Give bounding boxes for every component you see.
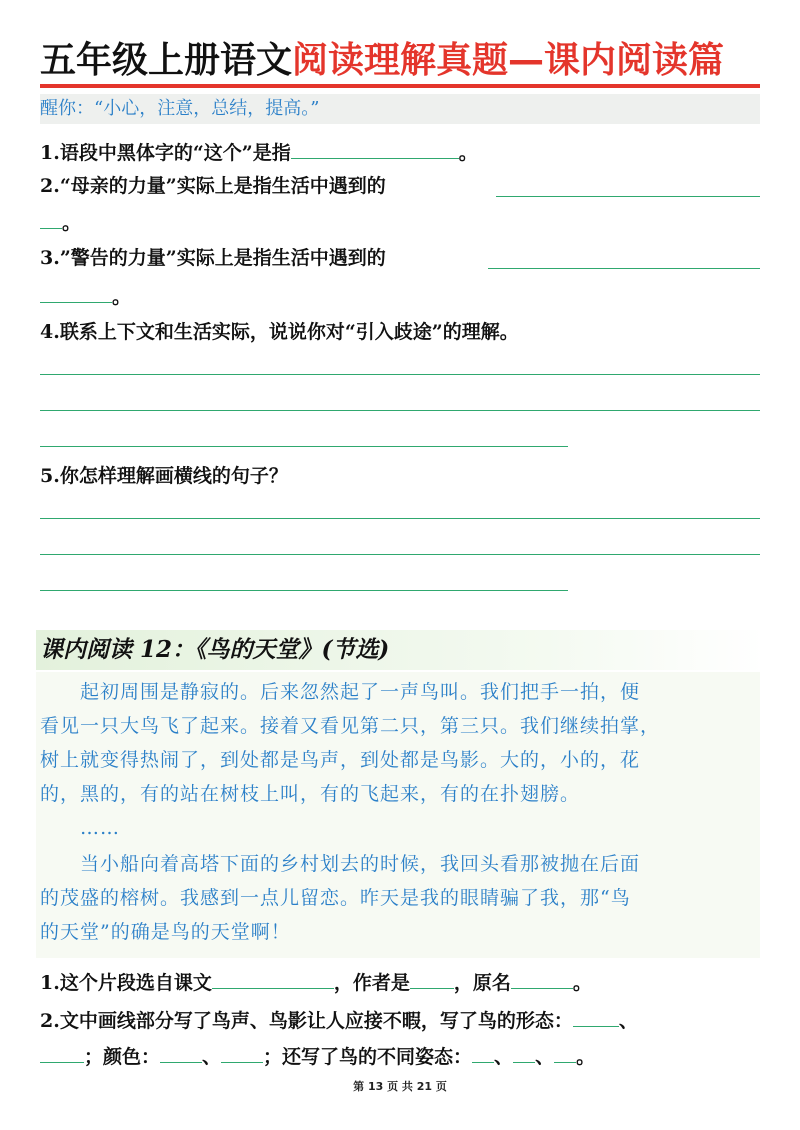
answer-blank[interactable]	[554, 1040, 576, 1063]
answer-blank[interactable]	[513, 1040, 535, 1063]
question-b1	[40, 966, 592, 997]
answer-line[interactable]	[40, 554, 760, 555]
question-b1-original-label: ，原名	[453, 972, 511, 994]
question-b1-end: 。	[572, 972, 592, 994]
question-b2-pose-label: ；还写了鸟的不同姿态：	[263, 1046, 473, 1068]
question-2	[40, 172, 386, 200]
passage-line: 当小船向着高塔下面的乡村划去的时候，我回头看那被抛在后面	[40, 853, 641, 875]
question-b1-text: 1.这个片段选自课文	[40, 972, 212, 994]
answer-blank[interactable]	[40, 206, 62, 229]
answer-line[interactable]	[40, 374, 760, 375]
question-3-text: 3.”警告的力量”实际上是指生活中遇到的	[40, 247, 386, 269]
question-b2-end: 。	[576, 1046, 596, 1068]
passage-ellipsis: ……	[40, 817, 121, 839]
question-b2	[40, 1004, 638, 1035]
separator: 、	[535, 1046, 555, 1068]
question-1	[40, 136, 478, 167]
answer-line[interactable]	[496, 196, 760, 197]
answer-blank[interactable]	[221, 1040, 263, 1063]
page-number: 第 13 页 共 21 页	[353, 1080, 447, 1093]
answer-blank[interactable]	[291, 136, 459, 159]
answer-line[interactable]	[488, 268, 760, 269]
question-3	[40, 244, 386, 272]
question-1-text: 1.语段中黑体字的“这个”是指	[40, 142, 291, 164]
title-topic: 阅读理解真题—课内阅读篇	[292, 40, 725, 81]
answer-blank[interactable]	[40, 280, 112, 303]
question-b2-color-label: ；颜色：	[84, 1046, 161, 1068]
question-2-text: 2.“母亲的力量”实际上是指生活中遇到的	[40, 175, 386, 197]
passage-line: 的茂盛的榕树。我感到一点儿留恋。昨天是我的眼睛骗了我，那“鸟	[40, 887, 631, 909]
answer-blank[interactable]	[472, 1040, 494, 1063]
answer-line[interactable]	[40, 518, 760, 519]
question-4: 4.联系上下文和生活实际，说说你对“引入歧途”的理解。	[40, 321, 519, 343]
question-2-end: 。	[62, 212, 82, 234]
passage-box	[36, 672, 760, 958]
reminder-banner: 醒你：“小心，注意，总结，提高。”	[40, 94, 760, 124]
passage-line: 起初周围是静寂的。后来忽然起了一声鸟叫。我们把手一拍，便	[40, 681, 641, 703]
question-b2-text: 2.文中画线部分写了鸟声、鸟影让人应接不暇，写了鸟的形态：	[40, 1010, 573, 1032]
separator: 、	[494, 1046, 514, 1068]
question-3-cont	[40, 280, 131, 311]
answer-blank[interactable]	[40, 1040, 84, 1063]
passage-line: 的，黑的，有的站在树枝上叫，有的飞起来，有的在扑翅膀。	[40, 783, 581, 805]
answer-blank[interactable]	[212, 966, 334, 989]
separator: 、	[202, 1046, 222, 1068]
page-title	[40, 38, 760, 88]
section-title: 课内阅读 12：《鸟的天堂》(节选)	[36, 630, 764, 670]
answer-line[interactable]	[40, 446, 568, 447]
passage-line: 树上就变得热闹了，到处都是鸟声，到处都是鸟影。大的，小的，花	[40, 749, 641, 771]
question-2-cont	[40, 206, 81, 237]
answer-blank[interactable]	[573, 1004, 619, 1027]
answer-line[interactable]	[40, 410, 760, 411]
question-5: 5.你怎样理解画横线的句子？	[40, 465, 288, 487]
separator: 、	[618, 1010, 638, 1032]
question-1-end: 。	[458, 142, 478, 164]
answer-blank[interactable]	[160, 1040, 202, 1063]
answer-blank[interactable]	[410, 966, 454, 989]
title-grade: 五年级上册语文	[40, 40, 293, 81]
passage-line: 看见一只大鸟飞了起来。接着又看见第二只，第三只。我们继续拍掌，	[40, 715, 661, 737]
question-3-end: 。	[112, 286, 132, 308]
question-b1-author-label: ，作者是	[333, 972, 410, 994]
answer-line[interactable]	[40, 590, 568, 591]
question-b2-cont	[40, 1040, 595, 1071]
passage-line: 的天堂”的确是鸟的天堂啊！	[40, 921, 291, 943]
answer-blank[interactable]	[511, 966, 573, 989]
